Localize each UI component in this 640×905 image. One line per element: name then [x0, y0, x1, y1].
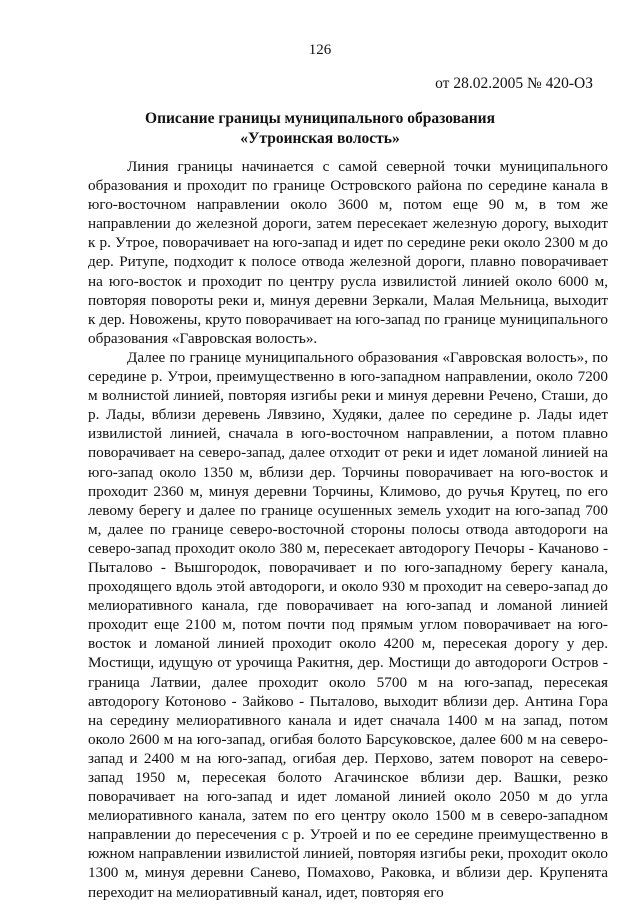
document-reference: от 28.02.2005 № 420-ОЗ	[435, 75, 593, 92]
paragraph-1: Линия границы начинается с самой северной точки муниципального образования и проходит по границе Островского района по середине канала в юго-восточном направлении около 3600 м, потом еще 90 м, в том же направлении до железной дороги, затем пересекает железную дорогу, выходит к р. Утрое, поворачивает на юго-запад и идет по середине реки около 2300 м до дер. Ритупе, подходит к полосе отвода железной дороги, плавно поворачивает на юго-восток и проходит по центру русла извилистой линией около 6000 м, повторяя повороты реки и, минуя деревни Зеркали, Малая Мельница, выходит к дер. Новожены, круто поворачивает на юго-запад по границе муниципального образования «Гавровская волость».	[88, 158, 608, 347]
page-number: 126	[308, 42, 332, 58]
title-line-1: Описание границы муниципального образования	[145, 110, 495, 127]
document-body	[88, 157, 608, 902]
title-line-2: «Утроинская волость»	[240, 130, 400, 147]
paragraph-2: Далее по границе муниципального образования «Гавровская волость», по середине р. Утрои, преимущественно в юго-западном направлении, около 7200 м волнистой линией, повторяя изгибы реки и минуя деревни Речено, Сташи, до р. Лады, вблизи деревень Лявзино, Худяки, далее по середине р. Лады идет извилистой линией, сначала в юго-восточном направлении, а потом плавно поворачивает на северо-запад, далее отходит от реки и идет ломаной линией на юго-запад около 1350 м, вблизи дер. Торчины поворачивает на юго-восток и проходит 2360 м, минуя деревни Торчины, Климово, до ручья Крутец, по его левому берегу и далее по границе осушенных земель уходит на юго-запад 700 м, далее по границе северо-восточной стороны полосы отвода автодороги на северо-запад проходит около 380 м, пересекает автодорогу Печоры - Качаново - Пыталово - Вышгородок, поворачивает и по юго-западному берегу канала, проходящего вдоль этой автодороги, и около 930 м проходит на северо-запад до мелиоративного канала, где поворачивает на юго-запад и ломаной линией проходит еще 2100 м, потом почти под прямым углом поворачивает на юго-восток и ломаной линией проходит около 4200 м, пересекая дорогу у дер. Мостищи, идущую от урочища Ракитня, дер. Мостищи до автодороги Остров - граница Латвии, далее проходит около 5700 м на юго-запад, пересекая автодорогу Котоново - Зайково - Пыталово, выходит вблизи дер. Антина Гора на середину мелиоративного канала и идет сначала 1400 м на запад, потом около 2600 м на юго-запад, огибая болото Барсуковское, далее 600 м на северо-запад и 2400 м на юго-запад, огибая дер. Перхово, затем поворот на северо-запад 1950 м, пересекая болото Агачинское вблизи дер. Вашки, резко поворачивает на юго-запад и идет ломаной линией около 2050 м до угла мелиоративного канала, затем по его центру около 1500 м в северо-западном направлении до пересечения с р. Утроей и по ее середине преимущественно в южном направлении извилистой линией, повторяя изгибы реки, проходит около 1300 м, минуя деревни Санево, Помахово, Раковка, и вблизи дер. Крупенята переходит на мелиоративный канал, идет, повторяя его	[88, 348, 608, 901]
document-title	[0, 109, 640, 149]
